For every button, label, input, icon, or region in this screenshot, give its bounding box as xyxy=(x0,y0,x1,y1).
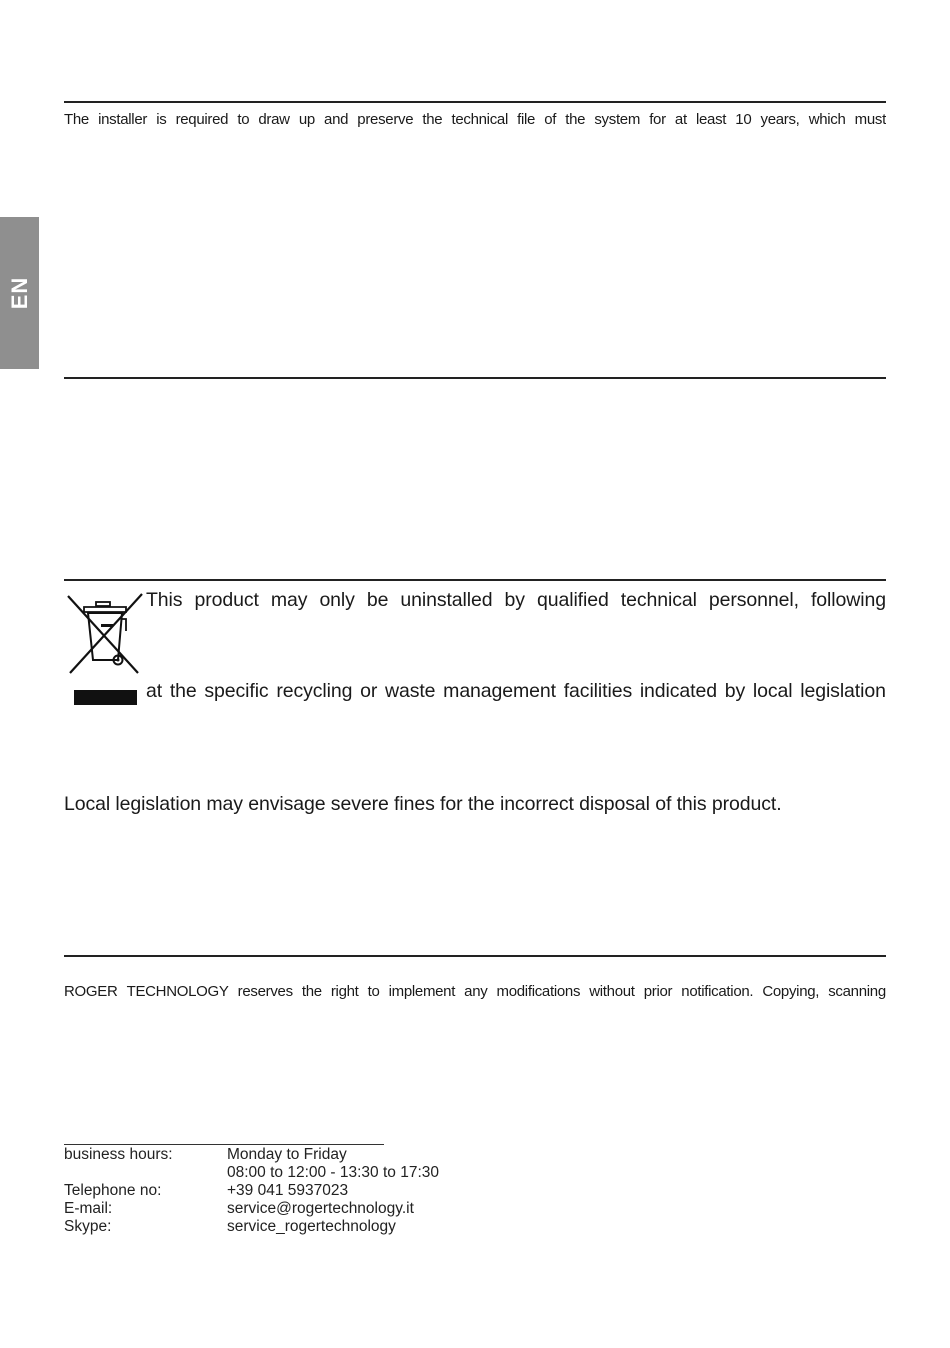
copyright-text xyxy=(64,983,886,1000)
disposal-fines-text: Local legislation may envisage severe fines for the incorrect disposal of this product. xyxy=(64,793,782,815)
word: by xyxy=(504,589,525,611)
word: modifications xyxy=(496,983,581,1000)
contact-value: Monday to Friday xyxy=(227,1146,347,1163)
word: may xyxy=(270,589,308,611)
word: technical xyxy=(451,111,508,128)
contact-label: E-mail: xyxy=(64,1200,113,1217)
word: at xyxy=(146,680,163,702)
contact-row xyxy=(64,1200,439,1218)
word: at xyxy=(674,111,687,128)
word: technical xyxy=(620,589,697,611)
word: TECHNOLOGY xyxy=(126,983,229,1000)
contact-row xyxy=(64,1164,439,1182)
word: any xyxy=(464,983,488,1000)
word: The xyxy=(64,111,89,128)
word: up xyxy=(298,111,315,128)
disposal-line-2-words xyxy=(146,680,886,703)
word: facilities xyxy=(563,680,633,702)
word: legislation xyxy=(800,680,886,702)
word: product xyxy=(194,589,259,611)
word: 10 xyxy=(735,111,752,128)
contact-row xyxy=(64,1182,439,1200)
section-divider xyxy=(64,955,886,957)
technical-file-words xyxy=(64,111,886,128)
word: to xyxy=(237,111,250,128)
word: must xyxy=(854,111,886,128)
word: recycling xyxy=(276,680,353,702)
word: preserve xyxy=(357,111,414,128)
word: by xyxy=(724,680,746,702)
word: draw xyxy=(258,111,290,128)
word: for xyxy=(649,111,666,128)
word: be xyxy=(366,589,389,611)
word: to xyxy=(367,983,380,1000)
word: system xyxy=(594,111,641,128)
word: file xyxy=(517,111,536,128)
word: notification. xyxy=(681,983,754,1000)
contact-value: +39 041 5937023 xyxy=(227,1182,349,1199)
word: specific xyxy=(204,680,269,702)
language-tab-label: EN xyxy=(6,276,32,310)
word: qualified xyxy=(536,589,609,611)
contact-row xyxy=(64,1218,439,1236)
word: is xyxy=(156,111,167,128)
crossed-out-wheelie-bin-icon xyxy=(64,591,146,709)
contact-divider xyxy=(64,1144,384,1145)
word: uninstalled xyxy=(400,589,493,611)
word: required xyxy=(175,111,229,128)
word: personnel, xyxy=(708,589,799,611)
word: management xyxy=(443,680,556,702)
disposal-line-1-words xyxy=(146,589,886,612)
word: least xyxy=(695,111,727,128)
word: installer xyxy=(98,111,148,128)
word: prior xyxy=(643,983,673,1000)
word: local xyxy=(752,680,793,702)
word: right xyxy=(330,983,359,1000)
contact-info xyxy=(64,1146,439,1236)
word: and xyxy=(324,111,349,128)
word: reserves xyxy=(237,983,293,1000)
contact-value: service@rogertechnology.it xyxy=(227,1200,414,1217)
section-divider xyxy=(64,101,886,103)
word: the xyxy=(422,111,443,128)
word: the xyxy=(169,680,197,702)
word: or xyxy=(360,680,378,702)
contact-value: service_rogertechnology xyxy=(227,1218,396,1235)
contact-label: Skype: xyxy=(64,1218,112,1235)
contact-row xyxy=(64,1146,439,1164)
technical-file-text xyxy=(64,111,886,128)
word: only xyxy=(319,589,355,611)
contact-value: 08:00 to 12:00 - 13:30 to 17:30 xyxy=(227,1164,440,1181)
section-divider xyxy=(64,377,886,379)
word: ROGER xyxy=(64,983,118,1000)
word: waste xyxy=(384,680,436,702)
word: without xyxy=(589,983,635,1000)
word: following xyxy=(810,589,886,611)
word: the xyxy=(565,111,586,128)
word: of xyxy=(544,111,557,128)
word: scanning xyxy=(828,983,886,1000)
contact-label: business hours: xyxy=(64,1146,173,1163)
section-divider xyxy=(64,579,886,581)
contact-label xyxy=(64,1164,227,1182)
word: which xyxy=(808,111,846,128)
copyright-words xyxy=(64,983,886,1000)
disposal-line-2 xyxy=(146,680,886,703)
word: This xyxy=(146,589,183,611)
word: Copying, xyxy=(762,983,820,1000)
word: indicated xyxy=(639,680,717,702)
contact-label: Telephone no: xyxy=(64,1182,162,1199)
language-tab xyxy=(0,217,39,369)
word: implement xyxy=(388,983,456,1000)
word: the xyxy=(301,983,322,1000)
disposal-line-1 xyxy=(146,589,886,612)
word: years, xyxy=(760,111,800,128)
